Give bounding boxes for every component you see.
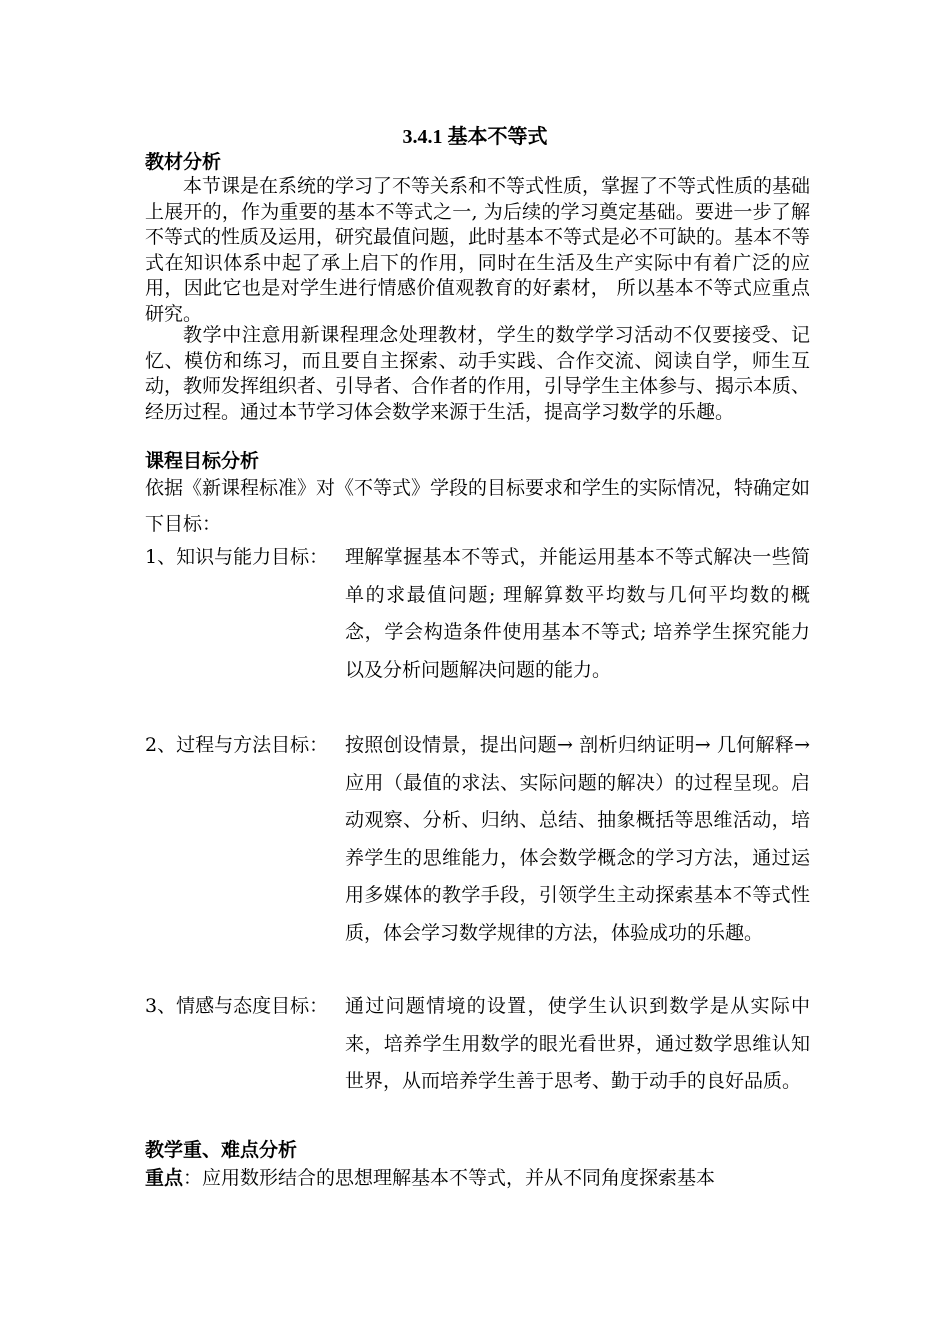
section-heading-material-analysis: 教材分析 — [145, 151, 222, 173]
section-heading-key-difficult: 教学重、难点分析 — [145, 1139, 298, 1161]
paragraph-material-1: 本节课是在系统的学习了不等关系和不等式性质，掌握了不等式性质的基础上展开的，作为重要的基本不等式之一, 为后续的学习奠定基础。要进一步了解不等式的性质及运用，研究最值问题，此时基本不等式是必不可缺的。基本不等式在知识体系中起了承上启下的作用，同时在生活及生产实际中有着广泛的应用，因此它也是对学生进行情感价值观教育的好素材， 所以基本不等式应重点研究。 — [145, 175, 811, 325]
key-point-text: ：应用数形结合的思想理解基本不等式，并从不同角度探索基本 — [183, 1167, 716, 1189]
section-heading-course-goals: 课程目标分析 — [145, 450, 260, 472]
goal-label-process: 2、过程与方法目标： — [145, 734, 329, 756]
goal-text-attitude: 通过问题情境的设置，使学生认识到数学是从实际中来，培养学生用数学的眼光看世界，通过数学思维认知世界，从而培养学生善于思考、勤于动手的良好品质。 — [345, 995, 810, 1092]
goal-text-process: 按照创设情景，提出问题→ 剖析归纳证明→ 几何解释→ 应用（最值的求法、实际问题的解决）的过程呈现。启动观察、分析、归纳、总结、抽象概括等思维活动，培养学生的思维能力，体会数学概念的学习方法，通过运用多媒体的教学手段，引领学生主动探索基本不等式性质，体会学习数学规律的方法，体验成功的乐趣。 — [345, 734, 810, 944]
goal-label-knowledge: 1、知识与能力目标： — [145, 546, 329, 568]
paragraph-material-2: 教学中注意用新课程理念处理教材，学生的数学学习活动不仅要接受、记忆、模仿和练习，而且要自主探索、动手实践、合作交流、阅读自学，师生互动，教师发挥组织者、引导者、合作者的作用，引导学生主体参与、揭示本质、经历过程。通过本节学习体会数学来源于生活，提高学习数学的乐趣。 — [145, 324, 811, 423]
key-point-line — [145, 1166, 810, 1190]
document-title: 3.4.1 基本不等式 — [402, 126, 548, 148]
goal-text-knowledge: 理解掌握基本不等式，并能运用基本不等式解决一些简单的求最值问题; 理解算数平均数与几何平均数的概念，学会构造条件使用基本不等式; 培养学生探究能力以及分析问题解决问题的能力。 — [345, 546, 810, 681]
key-point-label: 重点 — [145, 1167, 184, 1189]
goals-intro-text: 依据《新课程标准》对《不等式》学段的目标要求和学生的实际情况，特确定如下目标： — [145, 477, 811, 535]
goal-label-attitude: 3、情感与态度目标： — [145, 995, 329, 1017]
